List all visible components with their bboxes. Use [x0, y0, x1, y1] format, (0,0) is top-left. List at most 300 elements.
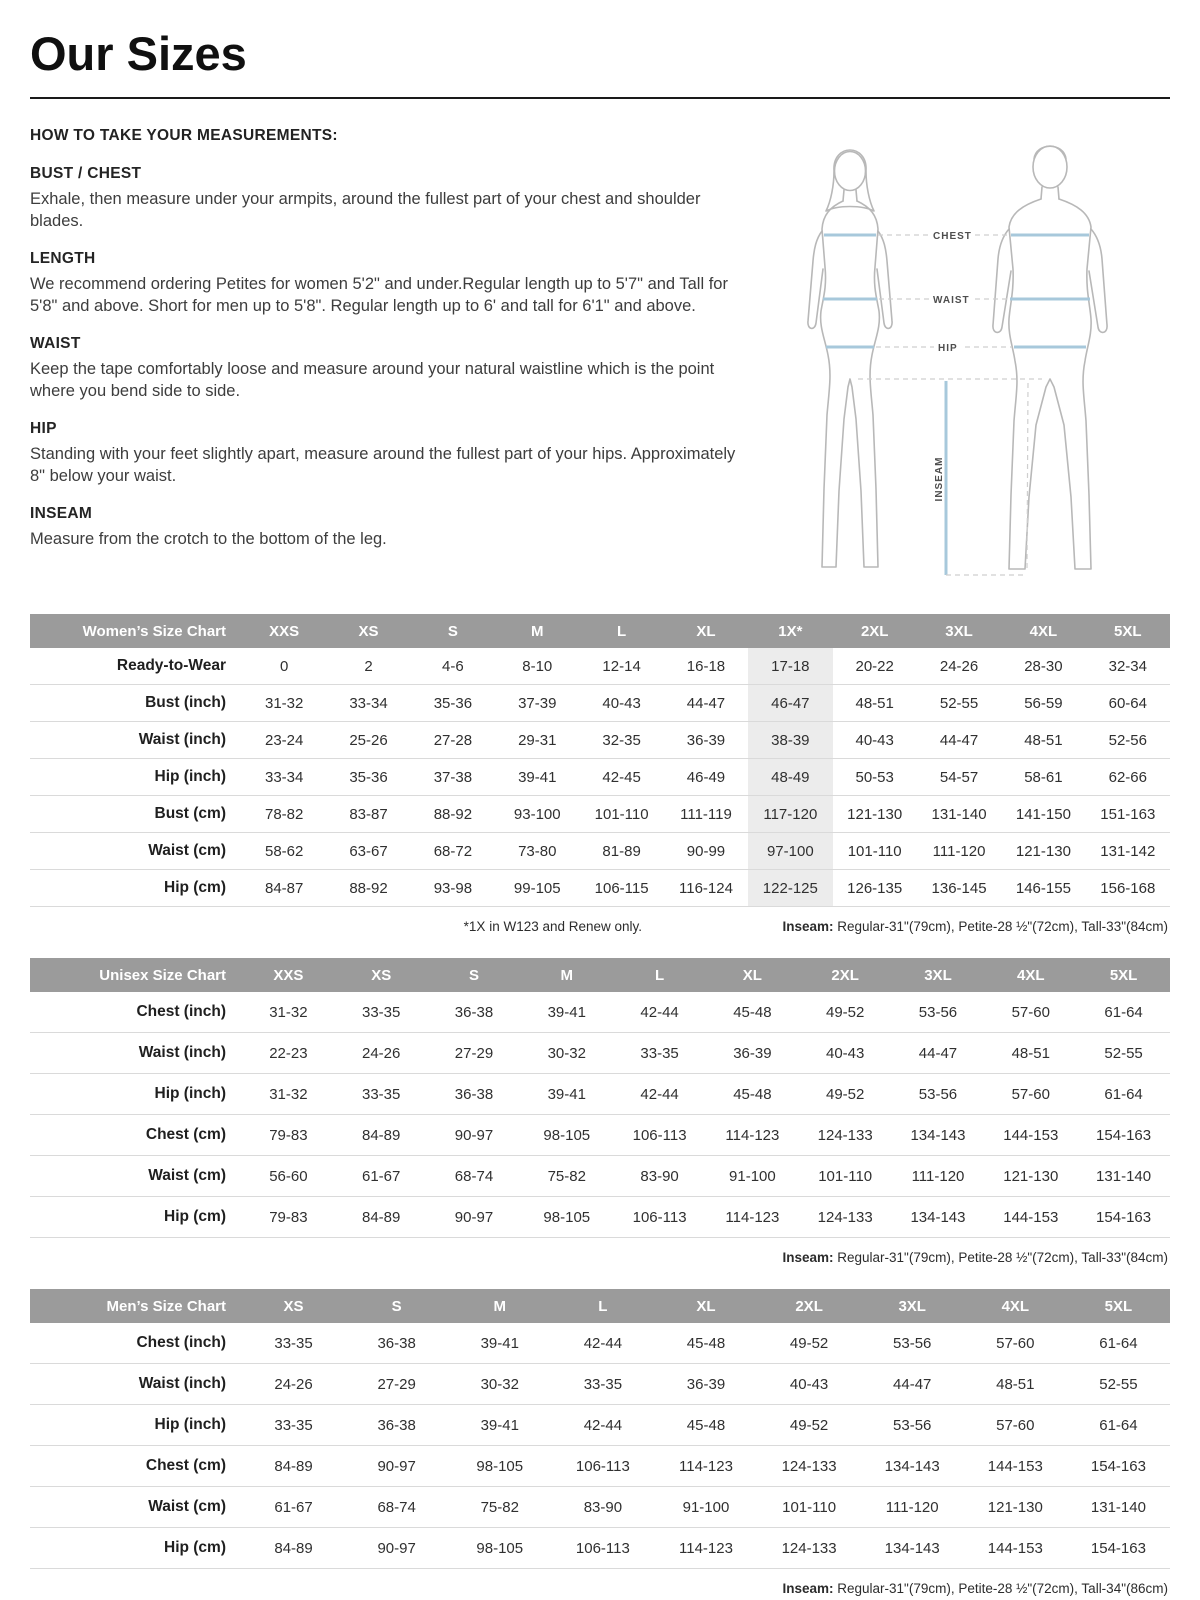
unisex-size-table [30, 958, 1170, 1238]
size-cell: 23-24 [242, 722, 326, 759]
size-cell: 25-26 [326, 722, 410, 759]
size-cell: 111-120 [861, 1487, 964, 1528]
size-cell: 61-67 [242, 1487, 345, 1528]
mens-size-table [30, 1289, 1170, 1569]
size-cell: 39-41 [520, 1074, 613, 1115]
size-cell: 20-22 [833, 648, 917, 685]
size-cell: 58-61 [1001, 759, 1085, 796]
column-header: M [520, 958, 613, 992]
column-header: XXS [242, 958, 335, 992]
size-cell: 61-64 [1077, 1074, 1170, 1115]
page-title: Our Sizes [30, 27, 247, 80]
row-label: Hip (inch) [30, 1405, 242, 1446]
size-cell: 32-35 [579, 722, 663, 759]
size-cell: 40-43 [579, 685, 663, 722]
row-label: Waist (inch) [30, 1364, 242, 1405]
section-length [30, 250, 750, 318]
table-row [30, 1528, 1170, 1569]
size-cell: 50-53 [833, 759, 917, 796]
size-cell: 4-6 [411, 648, 495, 685]
size-cell: 68-74 [345, 1487, 448, 1528]
size-cell: 134-143 [861, 1446, 964, 1487]
size-cell: 33-35 [335, 992, 428, 1033]
row-label: Chest (inch) [30, 1323, 242, 1364]
section-title: LENGTH [30, 249, 96, 267]
size-cell: 39-41 [520, 992, 613, 1033]
size-cell: 49-52 [799, 992, 892, 1033]
size-cell: 116-124 [664, 870, 748, 907]
size-cell: 99-105 [495, 870, 579, 907]
size-cell: 53-56 [892, 992, 985, 1033]
body-figures-illustration [778, 129, 1170, 581]
size-cell: 90-97 [345, 1528, 448, 1569]
row-label: Hip (inch) [30, 759, 242, 796]
size-cell: 49-52 [758, 1323, 861, 1364]
size-cell: 36-39 [706, 1033, 799, 1074]
size-cell: 90-97 [345, 1446, 448, 1487]
size-cell: 36-39 [654, 1364, 757, 1405]
size-cell: 57-60 [964, 1323, 1067, 1364]
size-cell: 91-100 [706, 1156, 799, 1197]
size-cell: 53-56 [892, 1074, 985, 1115]
measurement-instructions [30, 125, 750, 586]
column-header: XXS [242, 614, 326, 648]
section-waist [30, 335, 750, 403]
size-cell: 121-130 [1001, 833, 1085, 870]
size-cell: 83-90 [613, 1156, 706, 1197]
mens-footnotes [32, 1581, 1168, 1598]
size-cell: 44-47 [917, 722, 1001, 759]
section-inseam [30, 505, 750, 550]
size-cell: 122-125 [748, 870, 832, 907]
section-title: WAIST [30, 334, 81, 352]
size-cell: 30-32 [448, 1364, 551, 1405]
size-cell: 111-120 [917, 833, 1001, 870]
column-header: S [428, 958, 521, 992]
column-header: 5XL [1067, 1289, 1170, 1323]
size-cell: 31-32 [242, 992, 335, 1033]
column-header: 5XL [1077, 958, 1170, 992]
size-cell: 52-55 [1067, 1364, 1170, 1405]
size-cell: 73-80 [495, 833, 579, 870]
size-cell: 68-74 [428, 1156, 521, 1197]
size-cell: 56-60 [242, 1156, 335, 1197]
size-cell: 111-119 [664, 796, 748, 833]
size-cell: 42-44 [551, 1323, 654, 1364]
size-cell: 131-140 [1067, 1487, 1170, 1528]
size-cell: 146-155 [1001, 870, 1085, 907]
size-cell: 114-123 [706, 1197, 799, 1238]
unisex-footnotes [32, 1250, 1168, 1267]
size-cell: 33-35 [242, 1405, 345, 1446]
size-cell: 33-35 [335, 1074, 428, 1115]
size-cell: 37-38 [411, 759, 495, 796]
column-header: XS [242, 1289, 345, 1323]
size-cell: 134-143 [892, 1115, 985, 1156]
size-cell: 121-130 [984, 1156, 1077, 1197]
column-header: M [448, 1289, 551, 1323]
size-cell: 45-48 [706, 992, 799, 1033]
column-header: XS [335, 958, 428, 992]
size-cell: 114-123 [654, 1446, 757, 1487]
size-cell: 32-34 [1086, 648, 1170, 685]
row-label: Chest (cm) [30, 1446, 242, 1487]
size-cell: 36-38 [428, 1074, 521, 1115]
row-label: Bust (inch) [30, 685, 242, 722]
size-cell: 53-56 [861, 1405, 964, 1446]
row-label: Waist (cm) [30, 1156, 242, 1197]
row-label: Hip (cm) [30, 870, 242, 907]
table-row [30, 648, 1170, 685]
inseam-footnote-label: Inseam: [782, 1250, 834, 1265]
size-cell: 58-62 [242, 833, 326, 870]
size-cell: 27-29 [428, 1033, 521, 1074]
size-cell: 62-66 [1086, 759, 1170, 796]
size-cell: 98-105 [448, 1446, 551, 1487]
size-cell: 154-163 [1067, 1528, 1170, 1569]
column-header: L [579, 614, 663, 648]
size-cell: 101-110 [579, 796, 663, 833]
size-cell: 136-145 [917, 870, 1001, 907]
column-header: 2XL [758, 1289, 861, 1323]
size-cell: 88-92 [411, 796, 495, 833]
inseam-footnote-label: Inseam: [782, 919, 834, 934]
table-row [30, 1033, 1170, 1074]
column-header: 3XL [917, 614, 1001, 648]
column-header: S [411, 614, 495, 648]
table-row [30, 1074, 1170, 1115]
size-cell: 131-140 [917, 796, 1001, 833]
table-row [30, 1405, 1170, 1446]
size-cell: 91-100 [654, 1487, 757, 1528]
size-cell: 97-100 [748, 833, 832, 870]
female-figure [808, 150, 892, 567]
size-cell: 114-123 [706, 1115, 799, 1156]
column-header: L [613, 958, 706, 992]
size-cell: 114-123 [654, 1528, 757, 1569]
size-cell: 29-31 [495, 722, 579, 759]
size-cell: 24-26 [335, 1033, 428, 1074]
table-row [30, 1156, 1170, 1197]
size-cell: 106-113 [551, 1446, 654, 1487]
section-title: INSEAM [30, 504, 93, 522]
size-cell: 111-120 [892, 1156, 985, 1197]
size-cell: 53-56 [861, 1323, 964, 1364]
size-cell: 49-52 [799, 1074, 892, 1115]
size-cell: 84-89 [335, 1197, 428, 1238]
size-cell: 35-36 [411, 685, 495, 722]
inseam-footnote-text: Regular-31"(79cm), Petite-28 ½"(72cm), Tall-33"(84cm) [833, 1250, 1168, 1265]
size-cell: 44-47 [861, 1364, 964, 1405]
size-cell: 24-26 [917, 648, 1001, 685]
column-header: M [495, 614, 579, 648]
size-cell: 81-89 [579, 833, 663, 870]
inseam-footnote-label: Inseam: [782, 1581, 834, 1596]
size-cell: 60-64 [1086, 685, 1170, 722]
size-cell: 46-47 [748, 685, 832, 722]
table-row [30, 1487, 1170, 1528]
row-label: Ready-to-Wear [30, 648, 242, 685]
size-cell: 40-43 [799, 1033, 892, 1074]
section-title: HIP [30, 419, 57, 437]
size-cell: 44-47 [892, 1033, 985, 1074]
size-cell: 37-39 [495, 685, 579, 722]
table-title: Women’s Size Chart [30, 614, 242, 648]
inseam-footnote-text: Regular-31"(79cm), Petite-28 ½"(72cm), Tall-33"(84cm) [833, 919, 1168, 934]
size-cell: 28-30 [1001, 648, 1085, 685]
column-header: 1X* [748, 614, 832, 648]
table-row [30, 1364, 1170, 1405]
size-cell: 126-135 [833, 870, 917, 907]
table-title: Men’s Size Chart [30, 1289, 242, 1323]
footnote-inseam-unisex [782, 1250, 1168, 1265]
column-header: 3XL [892, 958, 985, 992]
footnote-inseam-mens [782, 1581, 1168, 1596]
column-header: XL [654, 1289, 757, 1323]
row-label: Chest (inch) [30, 992, 242, 1033]
size-cell: 93-98 [411, 870, 495, 907]
size-cell: 36-38 [428, 992, 521, 1033]
size-cell: 101-110 [758, 1487, 861, 1528]
size-cell: 68-72 [411, 833, 495, 870]
size-cell: 124-133 [758, 1528, 861, 1569]
size-cell: 131-142 [1086, 833, 1170, 870]
size-cell: 79-83 [242, 1115, 335, 1156]
size-cell: 84-89 [242, 1446, 345, 1487]
chest-label: CHEST [933, 231, 972, 242]
size-cell: 84-89 [335, 1115, 428, 1156]
size-cell: 48-51 [833, 685, 917, 722]
table-title: Unisex Size Chart [30, 958, 242, 992]
size-cell: 124-133 [758, 1446, 861, 1487]
size-cell: 75-82 [448, 1487, 551, 1528]
size-cell: 83-87 [326, 796, 410, 833]
size-cell: 48-51 [1001, 722, 1085, 759]
size-cell: 0 [242, 648, 326, 685]
size-cell: 31-32 [242, 685, 326, 722]
header-row [30, 958, 1170, 992]
size-cell: 27-29 [345, 1364, 448, 1405]
table-row [30, 685, 1170, 722]
size-cell: 121-130 [833, 796, 917, 833]
size-cell: 39-41 [448, 1323, 551, 1364]
column-header: XS [326, 614, 410, 648]
size-cell: 45-48 [706, 1074, 799, 1115]
size-cell: 101-110 [799, 1156, 892, 1197]
row-label: Hip (cm) [30, 1528, 242, 1569]
column-header: 4XL [964, 1289, 1067, 1323]
title-divider [30, 97, 1170, 99]
size-charts [30, 614, 1170, 1598]
size-cell: 93-100 [495, 796, 579, 833]
size-cell: 61-64 [1077, 992, 1170, 1033]
size-cell: 90-97 [428, 1115, 521, 1156]
size-cell: 27-28 [411, 722, 495, 759]
size-cell: 40-43 [758, 1364, 861, 1405]
size-cell: 98-105 [520, 1197, 613, 1238]
size-cell: 22-23 [242, 1033, 335, 1074]
header-row [30, 1289, 1170, 1323]
table-row [30, 1446, 1170, 1487]
table-row [30, 796, 1170, 833]
size-cell: 35-36 [326, 759, 410, 796]
size-cell: 83-90 [551, 1487, 654, 1528]
size-cell: 90-99 [664, 833, 748, 870]
row-label: Hip (inch) [30, 1074, 242, 1115]
size-cell: 151-163 [1086, 796, 1170, 833]
inseam-footnote-text: Regular-31"(79cm), Petite-28 ½"(72cm), Tall-34"(86cm) [833, 1581, 1168, 1596]
size-cell: 31-32 [242, 1074, 335, 1115]
size-cell: 42-44 [551, 1405, 654, 1446]
column-header: L [551, 1289, 654, 1323]
size-cell: 75-82 [520, 1156, 613, 1197]
size-cell: 134-143 [892, 1197, 985, 1238]
size-cell: 45-48 [654, 1405, 757, 1446]
row-label: Waist (inch) [30, 722, 242, 759]
table-row [30, 992, 1170, 1033]
column-header: S [345, 1289, 448, 1323]
size-cell: 98-105 [448, 1528, 551, 1569]
size-cell: 52-55 [1077, 1033, 1170, 1074]
size-cell: 144-153 [964, 1528, 1067, 1569]
size-cell: 38-39 [748, 722, 832, 759]
size-cell: 39-41 [495, 759, 579, 796]
size-cell: 106-113 [551, 1528, 654, 1569]
size-cell: 106-113 [613, 1197, 706, 1238]
hip-label: HIP [938, 343, 958, 354]
table-row [30, 759, 1170, 796]
intro-section [30, 125, 1170, 586]
row-label: Waist (cm) [30, 833, 242, 870]
size-cell: 8-10 [495, 648, 579, 685]
size-cell: 61-64 [1067, 1405, 1170, 1446]
section-bust-chest [30, 165, 750, 233]
footnote-1x: *1X in W123 and Renew only. [463, 919, 643, 934]
size-cell: 40-43 [833, 722, 917, 759]
section-body: Measure from the crotch to the bottom of the leg. [30, 529, 387, 548]
size-cell: 154-163 [1077, 1197, 1170, 1238]
womens-footnotes [32, 919, 1168, 936]
section-body: Standing with your feet slightly apart, measure around the fullest part of your hips. Approximately 8" below your waist. [30, 444, 736, 486]
size-cell: 46-49 [664, 759, 748, 796]
table-row [30, 1115, 1170, 1156]
size-cell: 57-60 [984, 992, 1077, 1033]
section-hip [30, 420, 750, 488]
size-cell: 154-163 [1067, 1446, 1170, 1487]
size-cell: 17-18 [748, 648, 832, 685]
size-cell: 36-38 [345, 1323, 448, 1364]
table-row [30, 870, 1170, 907]
size-cell: 141-150 [1001, 796, 1085, 833]
column-header: 4XL [984, 958, 1077, 992]
section-body: Exhale, then measure under your armpits, around the fullest part of your chest and shoulder blades. [30, 190, 701, 231]
guide-dashes [858, 235, 1042, 575]
size-cell: 33-34 [242, 759, 326, 796]
column-header: XL [664, 614, 748, 648]
size-cell: 45-48 [654, 1323, 757, 1364]
womens-size-table [30, 614, 1170, 907]
row-label: Chest (cm) [30, 1115, 242, 1156]
size-cell: 101-110 [833, 833, 917, 870]
instructions-heading: HOW TO TAKE YOUR MEASUREMENTS: [30, 127, 338, 144]
row-label: Waist (cm) [30, 1487, 242, 1528]
section-body: Keep the tape comfortably loose and measure around your natural waistline which is the point where you bend side to side. [30, 359, 715, 401]
size-cell: 52-56 [1086, 722, 1170, 759]
size-cell: 48-51 [964, 1364, 1067, 1405]
size-cell: 42-45 [579, 759, 663, 796]
size-cell: 106-113 [613, 1115, 706, 1156]
size-cell: 144-153 [984, 1197, 1077, 1238]
size-cell: 121-130 [964, 1487, 1067, 1528]
inseam-label: INSEAM [934, 456, 945, 502]
measurement-diagram [778, 125, 1170, 586]
size-cell: 54-57 [917, 759, 1001, 796]
row-label: Hip (cm) [30, 1197, 242, 1238]
size-cell: 48-51 [984, 1033, 1077, 1074]
column-header: 2XL [833, 614, 917, 648]
size-cell: 124-133 [799, 1197, 892, 1238]
size-cell: 84-89 [242, 1528, 345, 1569]
size-cell: 49-52 [758, 1405, 861, 1446]
table-row [30, 1323, 1170, 1364]
size-cell: 144-153 [964, 1446, 1067, 1487]
size-cell: 2 [326, 648, 410, 685]
size-cell: 124-133 [799, 1115, 892, 1156]
header-row [30, 614, 1170, 648]
size-cell: 61-64 [1067, 1323, 1170, 1364]
size-cell: 42-44 [613, 992, 706, 1033]
size-cell: 44-47 [664, 685, 748, 722]
footnote-inseam-womens [782, 919, 1168, 934]
size-cell: 12-14 [579, 648, 663, 685]
size-cell: 154-163 [1077, 1115, 1170, 1156]
size-cell: 39-41 [448, 1405, 551, 1446]
section-body: We recommend ordering Petites for women 5'2" and under.Regular length up to 5'7" and Tall for 5'8" and above. Short for men up to 5'8". Regular length up to 6' and tall for 6'1" and above. [30, 274, 728, 316]
size-cell: 16-18 [664, 648, 748, 685]
size-cell: 57-60 [964, 1405, 1067, 1446]
size-cell: 156-168 [1086, 870, 1170, 907]
column-header: 4XL [1001, 614, 1085, 648]
size-cell: 33-35 [242, 1323, 345, 1364]
row-label: Waist (inch) [30, 1033, 242, 1074]
size-cell: 90-97 [428, 1197, 521, 1238]
column-header: 3XL [861, 1289, 964, 1323]
size-cell: 134-143 [861, 1528, 964, 1569]
size-cell: 36-38 [345, 1405, 448, 1446]
section-title: BUST / CHEST [30, 165, 142, 182]
male-figure [993, 146, 1107, 569]
size-cell: 144-153 [984, 1115, 1077, 1156]
size-cell: 52-55 [917, 685, 1001, 722]
size-cell: 57-60 [984, 1074, 1077, 1115]
size-cell: 131-140 [1077, 1156, 1170, 1197]
size-cell: 78-82 [242, 796, 326, 833]
table-row [30, 1197, 1170, 1238]
size-cell: 117-120 [748, 796, 832, 833]
size-cell: 79-83 [242, 1197, 335, 1238]
table-row [30, 722, 1170, 759]
row-label: Bust (cm) [30, 796, 242, 833]
size-cell: 84-87 [242, 870, 326, 907]
column-header: XL [706, 958, 799, 992]
size-cell: 98-105 [520, 1115, 613, 1156]
size-cell: 106-115 [579, 870, 663, 907]
size-cell: 48-49 [748, 759, 832, 796]
size-cell: 24-26 [242, 1364, 345, 1405]
size-cell: 61-67 [335, 1156, 428, 1197]
size-cell: 56-59 [1001, 685, 1085, 722]
size-cell: 33-35 [551, 1364, 654, 1405]
